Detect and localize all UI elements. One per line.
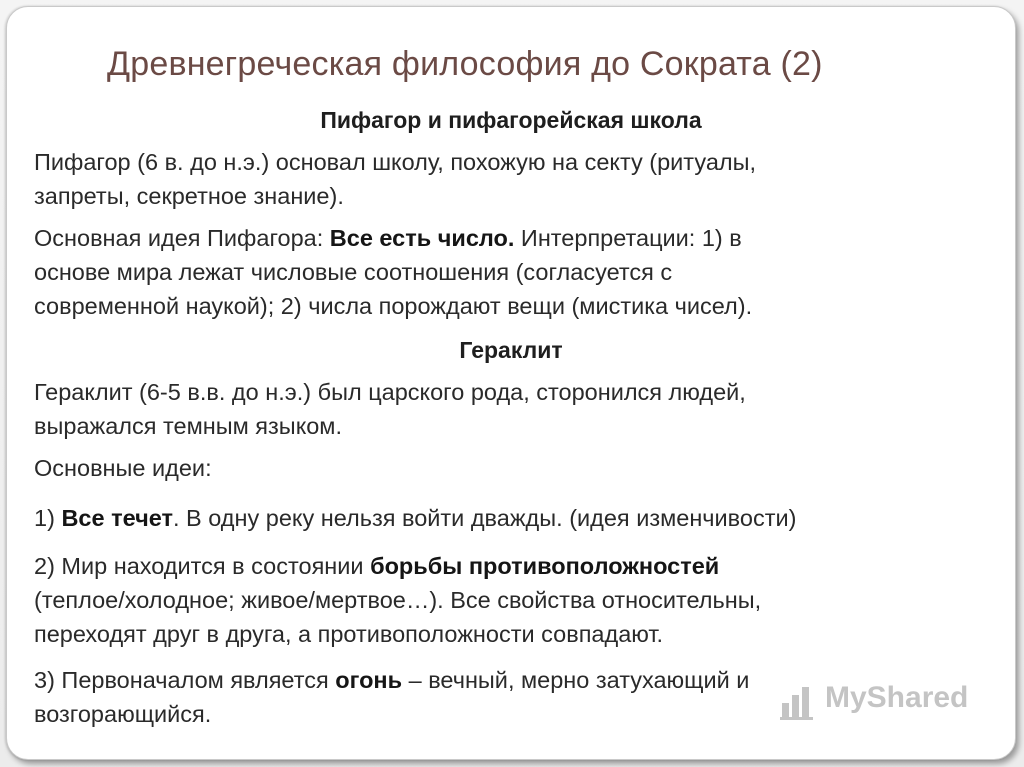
heading-heraclitus: Гераклит bbox=[459, 337, 563, 363]
bold-phrase: огонь bbox=[335, 667, 403, 693]
text-line bbox=[34, 501, 1014, 535]
paragraph-main-ideas bbox=[34, 451, 1014, 485]
text-line: современной наукой); 2) числа порождают вещи (мистика чисел). bbox=[34, 293, 753, 319]
paragraph-pythagoras-idea bbox=[34, 221, 1014, 323]
text-line bbox=[34, 221, 1014, 255]
bold-phrase: Все есть число. bbox=[329, 225, 515, 251]
text-line: основе мира лежат числовые соотношения (согласуется с bbox=[34, 259, 673, 285]
paragraph-idea-2 bbox=[34, 549, 1014, 651]
text-run: Интерпретации: 1) в bbox=[514, 225, 742, 251]
bar-chart-icon bbox=[779, 683, 819, 721]
text-run: – вечный, мерно затухающий и bbox=[402, 667, 750, 693]
text-line: переходят друг в друга, а противоположности совпадают. bbox=[34, 621, 664, 647]
text-run: 2) Мир находится в состоянии bbox=[34, 553, 371, 579]
text-run: . В одну реку нельзя войти дважды. (идея изменчивости) bbox=[172, 505, 797, 531]
heading-pythagoras: Пифагор и пифагорейская школа bbox=[320, 107, 702, 133]
text-run: 3) Первоначалом является bbox=[34, 667, 336, 693]
text-run: Основная идея Пифагора: bbox=[34, 225, 330, 251]
text-line: выражался темным языком. bbox=[34, 413, 342, 439]
paragraph-pythagoras-school bbox=[34, 145, 1014, 213]
text-line: возгорающийся. bbox=[34, 701, 212, 727]
slide bbox=[6, 6, 1016, 760]
text-line: (теплое/холодное; живое/мертвое…). Все свойства относительны, bbox=[34, 587, 762, 613]
text-line bbox=[34, 549, 1014, 583]
text-line: запреты, секретное знание). bbox=[34, 183, 344, 209]
text-line: Основные идеи: bbox=[34, 455, 212, 481]
text-line: Гераклит (6-5 в.в. до н.э.) был царского рода, сторонился людей, bbox=[34, 379, 746, 405]
paragraph-idea-1 bbox=[34, 501, 1014, 535]
bold-phrase: борьбы противоположностей bbox=[370, 553, 720, 579]
text-line: Пифагор (6 в. до н.э.) основал школу, похожую на секту (ритуалы, bbox=[34, 149, 757, 175]
text-run: 1) bbox=[34, 505, 62, 531]
slide-title: Древнегреческая философия до Сократа (2) bbox=[107, 45, 823, 83]
watermark bbox=[779, 679, 989, 723]
bold-phrase: Все течет bbox=[61, 505, 173, 531]
watermark-text: MyShared bbox=[825, 681, 969, 714]
paragraph-heraclitus-bio bbox=[34, 375, 1014, 443]
